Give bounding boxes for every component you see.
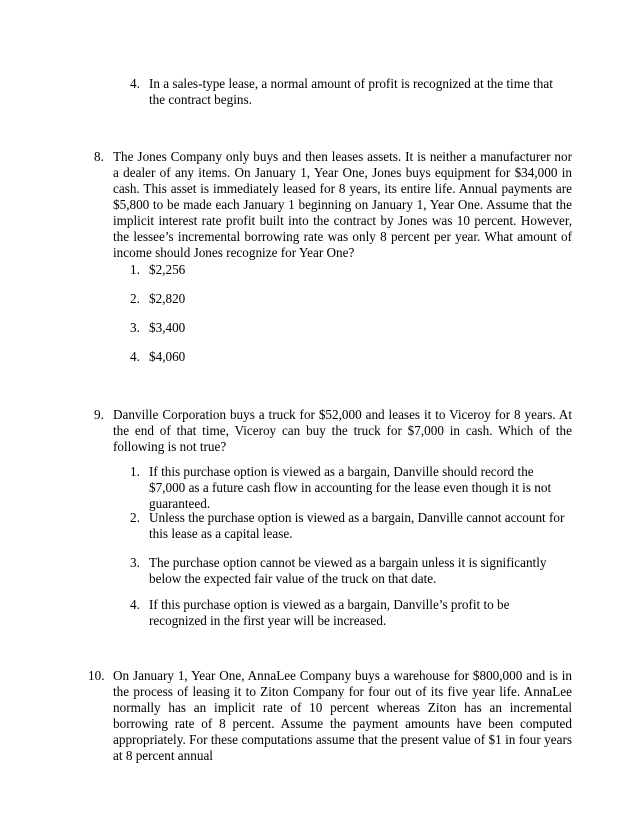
option-text: Unless the purchase option is viewed as a bargain, Danville cannot account for this lease as a capital lease. — [149, 510, 565, 541]
question-number: 8. — [94, 149, 104, 164]
option-text: If this purchase option is viewed as a bargain, Danville should record the $7,000 as a future cash flow in accounting for the lease even though it is not guaranteed. — [149, 464, 552, 511]
carryover-option — [130, 76, 560, 108]
option-text: The purchase option cannot be viewed as a bargain unless it is significantly below the expected fair value of the truck on that date. — [149, 555, 547, 586]
question-9-option-3 — [130, 555, 570, 587]
question-number: 9. — [94, 407, 104, 422]
question-9-option-4 — [130, 597, 570, 629]
option-number: 3. — [130, 555, 140, 570]
option-text: $3,400 — [149, 320, 186, 335]
option-number: 1. — [130, 262, 140, 277]
option-text: In a sales-type lease, a normal amount of profit is recognized at the time that the contract begins. — [149, 76, 553, 107]
question-9-option-1 — [130, 464, 570, 512]
question-8-option-1 — [130, 262, 570, 278]
option-number: 2. — [130, 291, 140, 306]
question-8 — [94, 149, 572, 261]
question-text: The Jones Company only buys and then leases assets. It is neither a manufacturer nor a dealer of any items. On January 1, Year One, Jones buys equipment for $34,000 in cash. This asset is immediately leased for 8 years, its entire life. Annual payments are $5,800 to be made each January 1 beginning on January 1, Year One. Assume that the implicit interest rate profit built into the contract by Jones was 10 percent. However, the lessee’s incremental borrowing rate was only 8 percent per year. What amount of income should Jones recognize for Year One? — [113, 149, 572, 260]
option-number: 2. — [130, 510, 140, 525]
question-text: Danville Corporation buys a truck for $52,000 and leases it to Viceroy for 8 years. At the end of that time, Viceroy can buy the truck for $7,000 in cash. Which of the following is not true? — [113, 407, 572, 454]
option-number: 3. — [130, 320, 140, 335]
question-8-option-2 — [130, 291, 570, 307]
option-text: If this purchase option is viewed as a bargain, Danville’s profit to be recognized in the first year will be increased. — [149, 597, 510, 628]
question-number: 10. — [88, 668, 105, 683]
question-10 — [88, 668, 572, 764]
option-number: 4. — [130, 597, 140, 612]
question-8-option-3 — [130, 320, 570, 336]
option-number: 1. — [130, 464, 140, 479]
question-9 — [94, 407, 572, 455]
option-number: 4. — [130, 76, 140, 91]
question-9-option-2 — [130, 510, 570, 542]
option-number: 4. — [130, 349, 140, 364]
option-text: $2,256 — [149, 262, 186, 277]
option-text: $4,060 — [149, 349, 186, 364]
option-text: $2,820 — [149, 291, 186, 306]
question-text: On January 1, Year One, AnnaLee Company buys a warehouse for $800,000 and is in the process of leasing it to Ziton Company for four out of its five year life. AnnaLee normally has an implicit rate of 10 percent whereas Ziton has an incremental borrowing rate of 8 percent. Assume the payment amounts have been computed appropriately. For these computations assume that the present value of $1 in four years at 8 percent annual — [113, 668, 572, 763]
question-8-option-4 — [130, 349, 570, 365]
